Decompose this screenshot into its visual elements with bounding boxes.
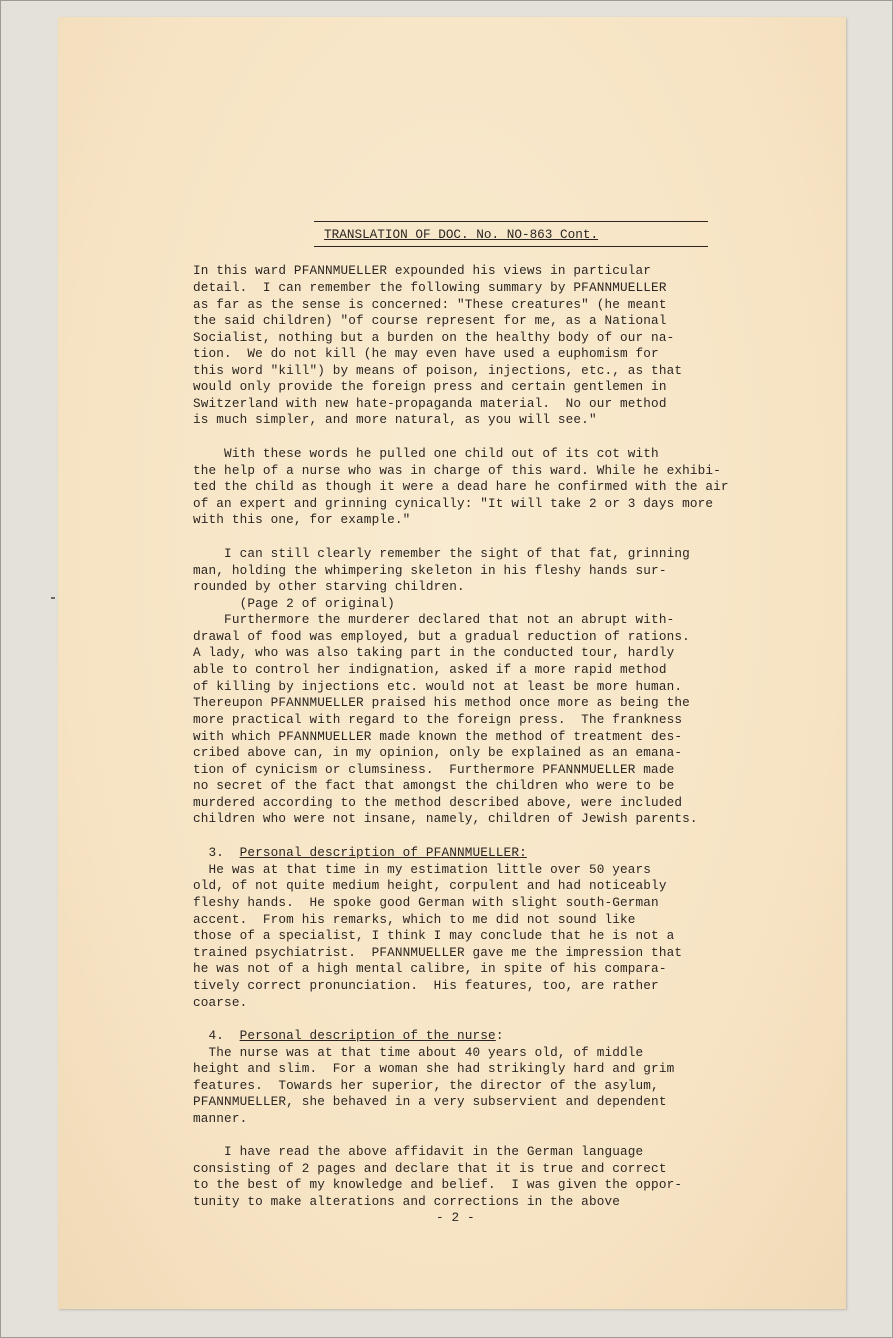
text-line: cribed above can, in my opinion, only be explained as an emana-	[193, 745, 683, 760]
text-line: is much simpler, and more natural, as you will see."	[193, 412, 597, 427]
text-line: children who were not insane, namely, children of Jewish parents.	[193, 811, 698, 826]
text-line: ted the child as though it were a dead hare he confirmed with the air	[193, 479, 729, 494]
text-line: old, of not quite medium height, corpulent and had noticeably	[193, 878, 667, 893]
text-line: the help of a nurse who was in charge of this ward. While he exhibi-	[193, 463, 721, 478]
text-line: of killing by injections etc. would not at least be more human.	[193, 679, 683, 694]
text-line: as far as the sense is concerned: "These creatures" (he meant	[193, 297, 667, 312]
text-line: consisting of 2 pages and declare that it is true and correct	[193, 1161, 667, 1176]
text-line: those of a specialist, I think I may conclude that he is not a	[193, 928, 675, 943]
text-line: with this one, for example."	[193, 512, 411, 527]
text-line: manner.	[193, 1111, 248, 1126]
section-4-number: 4.	[193, 1028, 240, 1043]
text-line: PFANNMUELLER, she behaved in a very subservient and dependent	[193, 1094, 667, 1109]
text-line: rounded by other starving children.	[193, 579, 465, 594]
section-3-heading: Personal description of PFANNMUELLER:	[239, 845, 527, 860]
text-line: tion of cynicism or clumsiness. Furthermore PFANNMUELLER made	[193, 762, 675, 777]
text-line: of an expert and grinning cynically: "It will take 2 or 3 days more	[193, 496, 714, 511]
text-line: A lady, who was also taking part in the conducted tour, hardly	[193, 645, 675, 660]
text-line: no secret of the fact that amongst the children who were to be	[193, 778, 675, 793]
text-line: with which PFANNMUELLER made known the method of treatment des-	[193, 729, 683, 744]
text-line: features. Towards her superior, the director of the asylum,	[193, 1078, 659, 1093]
text-line: The nurse was at that time about 40 years old, of middle	[193, 1045, 644, 1060]
section-3-heading-line	[193, 845, 527, 861]
text-line: He was at that time in my estimation little over 50 years	[193, 862, 652, 877]
text-line: detail. I can remember the following summary by PFANNMUELLER	[193, 280, 667, 295]
text-line: he was not of a high mental calibre, in spite of his compara-	[193, 961, 667, 976]
text-line: tion. We do not kill (he may even have used a euphomism for	[193, 346, 659, 361]
page-number: - 2 -	[436, 1210, 475, 1225]
text-line: Switzerland with new hate-propaganda material. No our method	[193, 396, 667, 411]
text-line: this word "kill") by means of poison, injections, etc., as that	[193, 363, 683, 378]
section-4-colon: :	[495, 1028, 504, 1043]
section-4-heading-line	[193, 1028, 504, 1044]
text-line: Thereupon PFANNMUELLER praised his method once more as being the	[193, 695, 690, 710]
document-heading: TRANSLATION OF DOC. No. NO-863 Cont.	[324, 227, 599, 242]
text-line: man, holding the whimpering skeleton in his fleshy hands sur-	[193, 563, 667, 578]
text-line: murdered according to the method described above, were included	[193, 795, 683, 810]
text-line: drawal of food was employed, but a gradual reduction of rations.	[193, 629, 690, 644]
text-line: I have read the above affidavit in the German language	[193, 1144, 644, 1159]
text-line: tively correct pronunciation. His features, too, are rather	[193, 978, 659, 993]
text-line: height and slim. For a woman she had strikingly hard and grim	[193, 1061, 675, 1076]
text-line: accent. From his remarks, which to me did not sound like	[193, 912, 636, 927]
text-line: coarse.	[193, 995, 248, 1010]
text-line: to the best of my knowledge and belief. I was given the oppor-	[193, 1177, 683, 1192]
text-line: able to control her indignation, asked if a more rapid method	[193, 662, 667, 677]
text-line: trained psychiatrist. PFANNMUELLER gave me the impression that	[193, 945, 683, 960]
text-line: I can still clearly remember the sight of that fat, grinning	[193, 546, 690, 561]
text-line: Socialist, nothing but a burden on the healthy body of our na-	[193, 330, 675, 345]
text-line: tunity to make alterations and corrections in the above	[193, 1194, 621, 1209]
margin-mark	[51, 597, 55, 599]
text-line: more practical with regard to the foreign press. The frankness	[193, 712, 683, 727]
page-reference: (Page 2 of original)	[193, 596, 395, 611]
section-4-heading: Personal description of the nurse	[239, 1028, 496, 1043]
text-line: would only provide the foreign press and certain gentlemen in	[193, 379, 667, 394]
text-line: fleshy hands. He spoke good German with slight south-German	[193, 895, 659, 910]
heading-rules	[314, 221, 708, 247]
text-line: In this ward PFANNMUELLER expounded his views in particular	[193, 263, 652, 278]
text-line: Furthermore the murderer declared that not an abrupt with-	[193, 612, 675, 627]
section-3-number: 3.	[193, 845, 240, 860]
text-line: With these words he pulled one child out of its cot with	[193, 446, 659, 461]
text-line: the said children) "of course represent for me, as a National	[193, 313, 667, 328]
